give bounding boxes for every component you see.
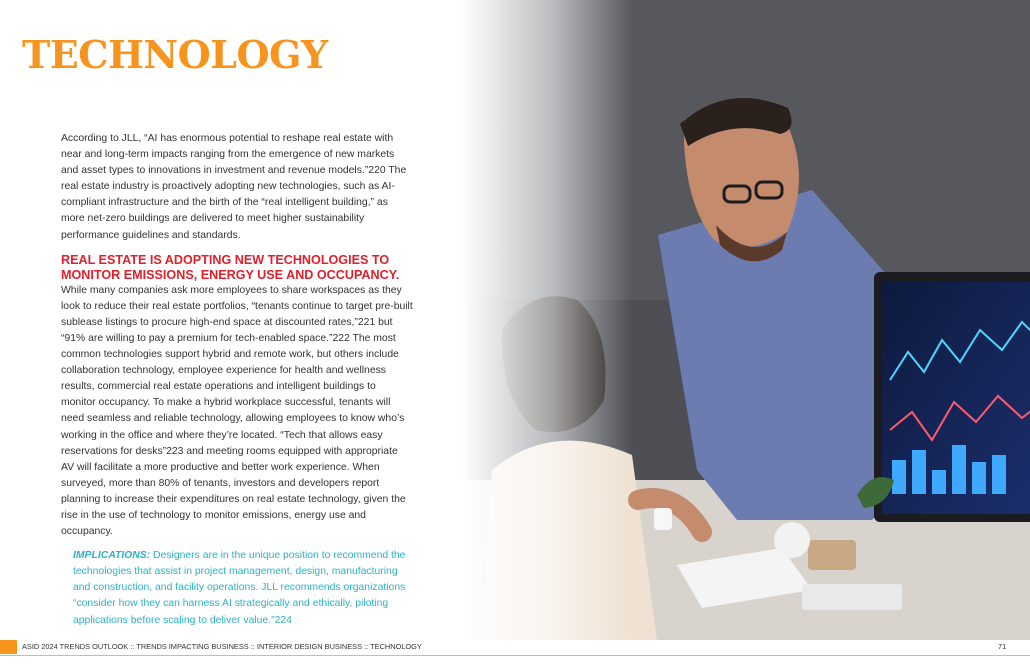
page-title: TECHNOLOGY: [22, 32, 328, 77]
page-footer: [0, 640, 1030, 654]
section-subheading: REAL ESTATE IS ADOPTING NEW TECHNOLOGIES TO MONITOR EMISSIONS, ENERGY USE AND OCCUPANCY.: [61, 252, 400, 282]
footer-accent-bar: [0, 640, 17, 654]
page-number: 71: [998, 642, 1007, 651]
photo-illustration: [462, 0, 1030, 640]
implications-text: Designers are in the unique position to recommend the technologies that assist in project management, design, manufacturing and construction, and facility operations. JLL recommends organizations “consider how they can harness AI strategically and ethically, piloting applications before scaling to deliver value.”224: [73, 550, 406, 626]
footer-breadcrumb: ASID 2024 TRENDS OUTLOOK :: TRENDS IMPACTING BUSINESS :: INTERIOR DESIGN BUSINESS :: TECHNOLOGY: [22, 642, 422, 651]
office-photo: [462, 0, 1030, 640]
implications-paragraph: [73, 548, 413, 628]
body-paragraph: While many companies ask more employees to share workspaces as they look to reduce their real estate portfolios, “tenants continue to target pre-built sublease listings to procure high-end space at discounted rates,”221 but “91% are willing to pay a premium for tech-enabled space.”222 The most common technologies support hybrid and remote work, but others include collaboration technology, employee experience for health and wellness results, commercial real estate operations and intelligent buildings to monitor occupancy. To make a hybrid workplace successful, tenants will need seamless and reliable technology, allowing employees to know who’s working in the office and where they’re located. “Tech that allows easy reservations for desks”223 and meeting rooms equipped with appropriate AV will facilitate a more productive and better work experience. When surveyed, more than 80% of tenants, investors and developers report planning to increase their expenditures on real estate technology, given the rise in the use of technology to monitor emissions, energy use and occupancy.: [61, 284, 413, 538]
footer-divider: [0, 655, 1030, 656]
intro-paragraph: According to JLL, “AI has enormous potential to reshape real estate with near and long-term impacts ranging from the emergence of new markets and asset types to innovations in investment and revenue models.”220 The real estate industry is proactively adopting new technologies, such as AI-compliant infrastructure and the birth of the “real intelligent building,” as more net-zero buildings are delivered to meet higher sustainability performance guidelines and standards.: [61, 133, 407, 241]
article-text: [61, 131, 413, 629]
implications-label: IMPLICATIONS:: [73, 550, 151, 562]
